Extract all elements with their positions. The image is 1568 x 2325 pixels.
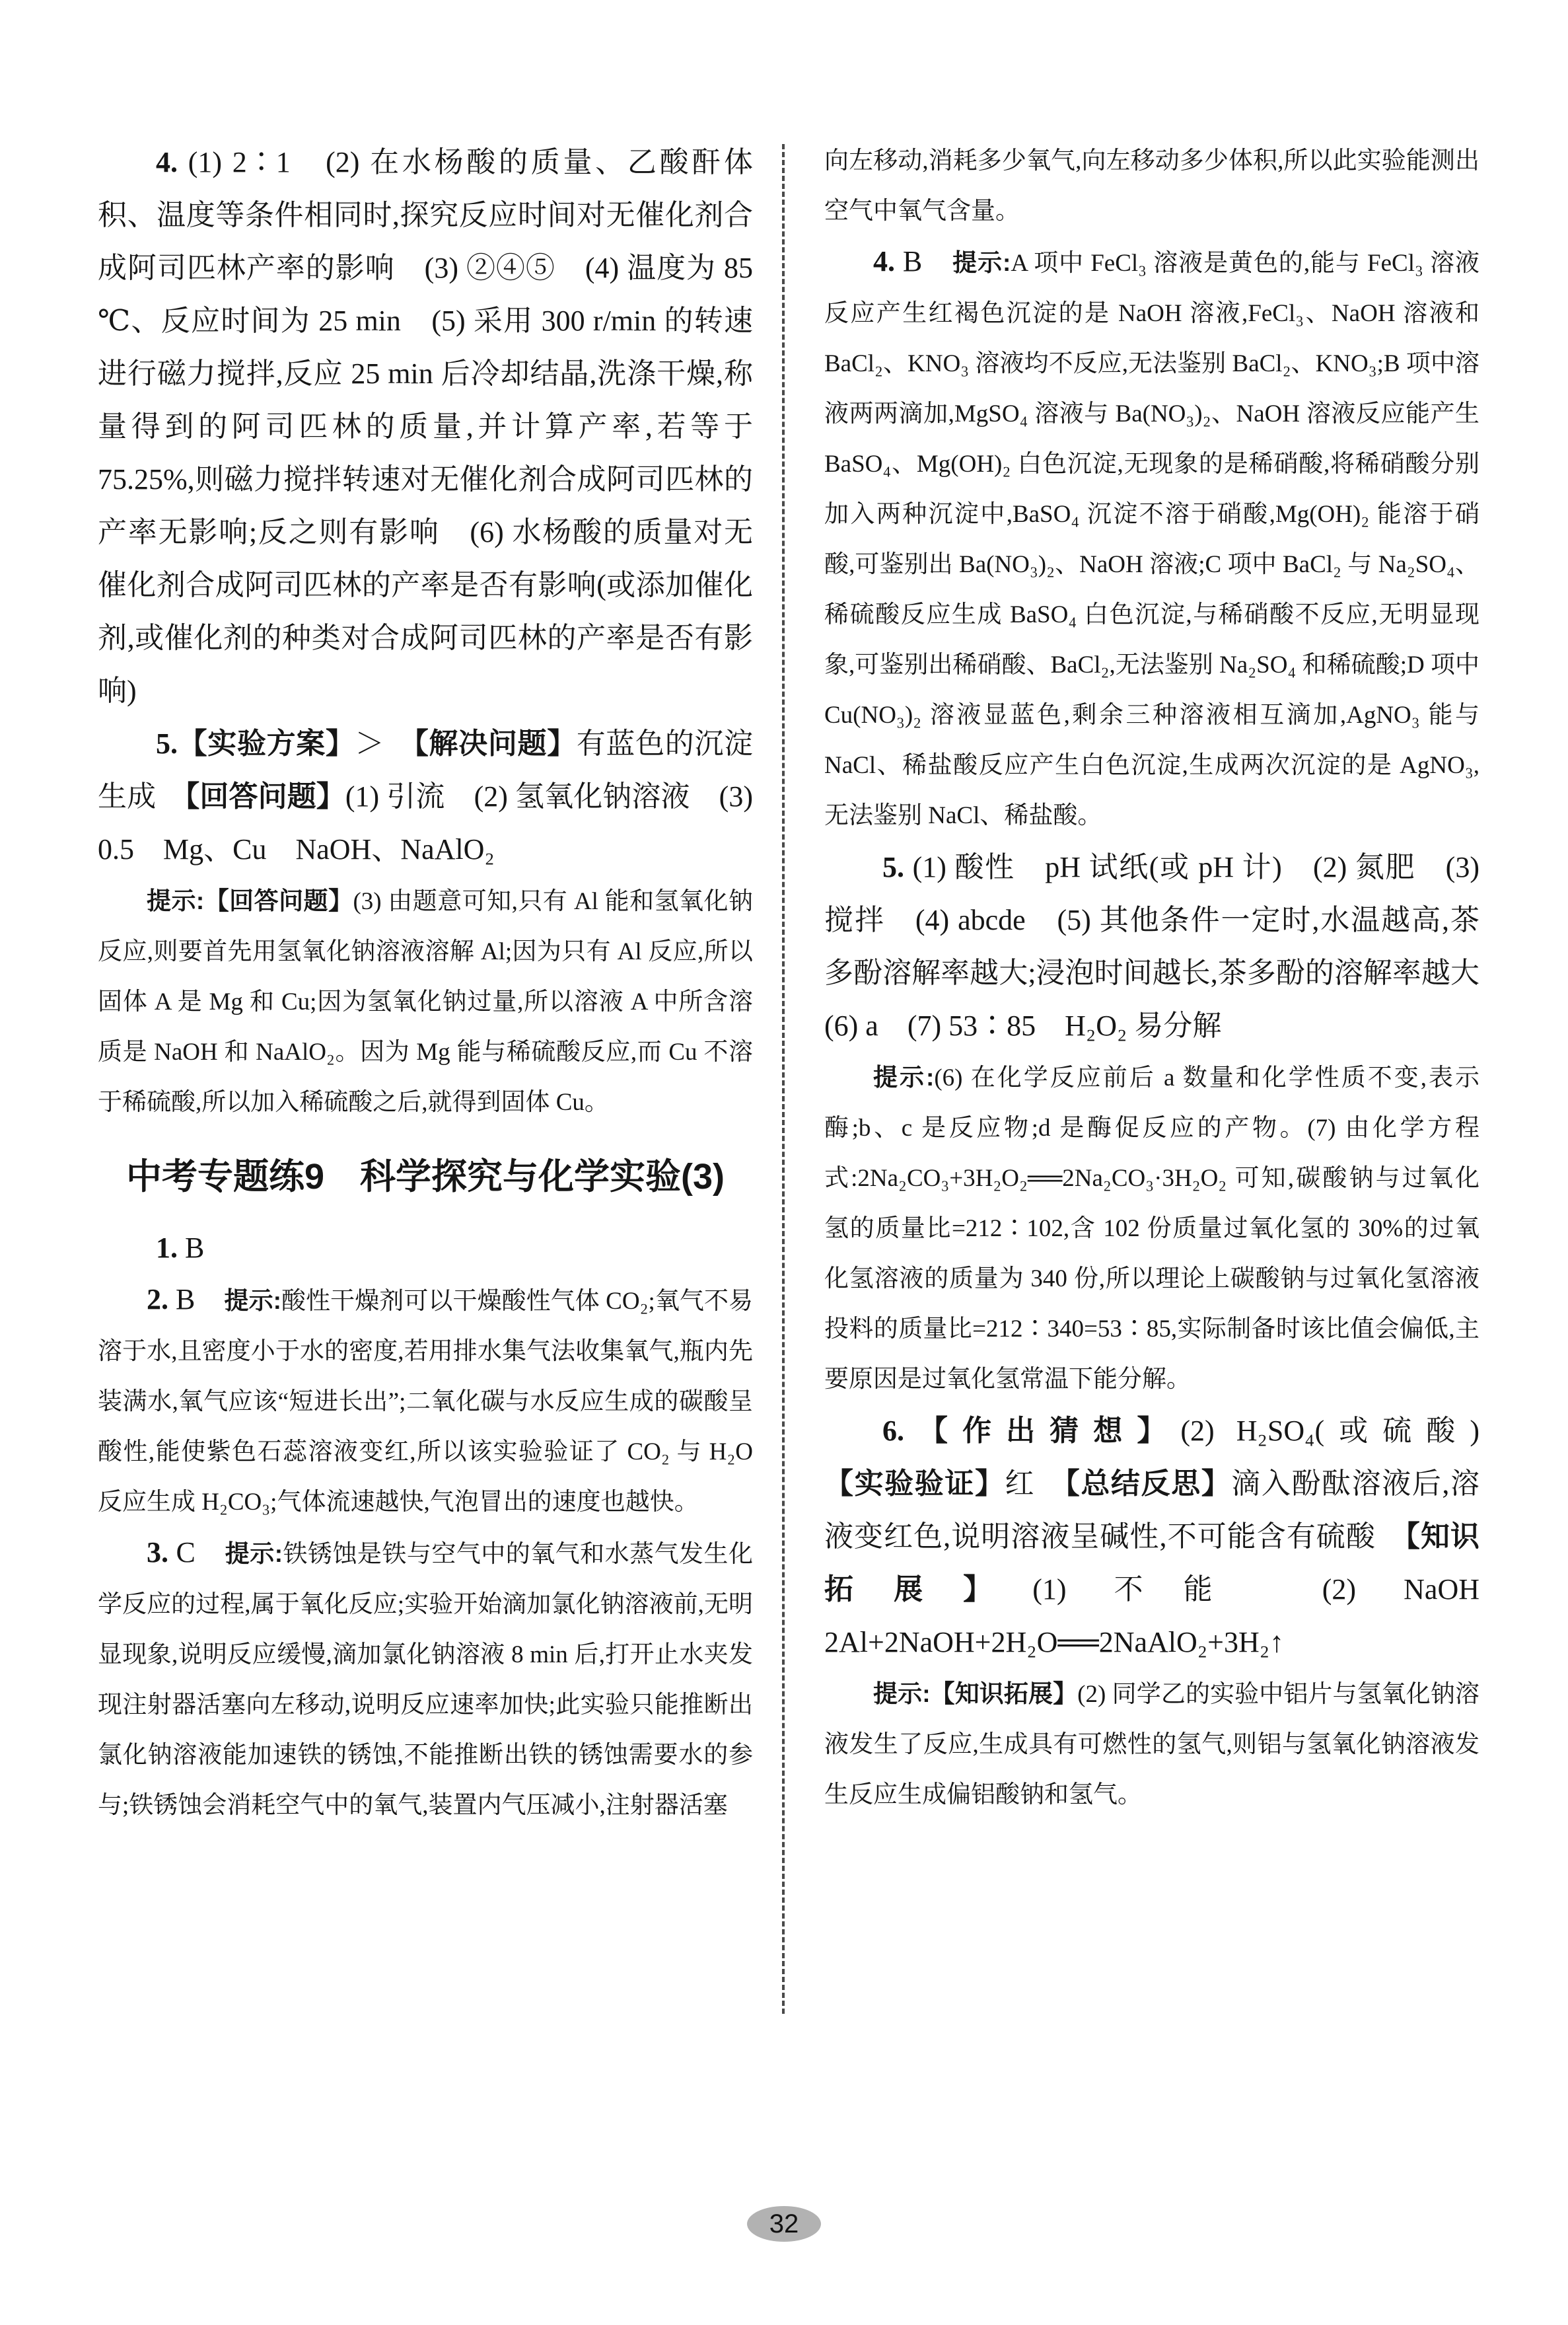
hint-item-6 [824,1669,1479,1820]
hint-item-5 [98,876,753,1128]
text-run: 【解决问题】 [413,727,577,760]
text-run: 酸性干燥剂可以干燥酸性气体 CO₂;氧气不易溶于水,且密度小于水的密度,若用排水集气法收集氧气,瓶内先装满水,氧气应该“短进长出”;二氧化碳与水反应生成的碳酸呈酸性,能使紫色石蕊溶液变红,所以该实验验证了 CO₂ 与 H₂O 反应生成 H₂CO₃;气体流速越快,气泡冒出的速度也越快。 [98,1288,754,1516]
text-run: (3) 由题意可知,只有 Al 能和氢氧化钠反应,则要首先用氢氧化钠溶液溶解 Al;因为只有 Al 反应,所以固体 A 是 Mg 和 Cu;因为氢氧化钠过量,所以溶液 A 中所含溶质是 NaOH 和 NaAlO₂。因为 Mg 能与稀硫酸反应,而 Cu 不溶于稀硫酸,所以加入稀硫酸之后,就得到固体 Cu。 [98,888,753,1116]
text-run: (2) H₂SO₄(或硫酸) [1180,1415,1509,1447]
text-run: B [178,1232,205,1264]
text-run: C [168,1536,225,1568]
answer-item-2-with-hint [98,1274,753,1528]
answer-item-5b [824,841,1509,1052]
section-heading [98,1153,753,1200]
text-run: 【实验方案】 [178,727,355,760]
text-run: (1) 引流 (2) 氢氧化钠溶液 (3) 0.5 Mg、Cu NaOH、NaAlO₂ [98,780,753,866]
text-run: 5. [156,727,178,760]
text-run: 中考专题练9 科学探究与化学实验(3) [125,1157,725,1197]
text-run: 3. [147,1536,168,1568]
text-run: 【作出猜想】 [904,1415,1181,1447]
text-run: (1) 不能 (2) NaOH 2Al+2NaOH+2H₂O══2NaAlO₂+3H₂↑ [824,1573,1509,1658]
column-divider [782,144,785,2014]
text-run: 6. [882,1415,904,1447]
text-run: 【回答问题】 [185,780,345,813]
text-run: ＞ [355,727,414,760]
answer-item-5 [98,718,753,876]
text-run: 【知识拓展】 [824,1520,1480,1605]
right-column [824,136,1509,1820]
text-run: 5. [882,851,904,883]
page-number: 32 [769,2209,799,2238]
text-run: 滴入酚酞溶液后,溶液变红色,说明溶液呈碱性,不可能含有硫酸 [824,1467,1480,1553]
answer-item-3-with-hint [98,1528,753,1831]
answer-item-4b-with-hint [824,237,1479,841]
answer-item-4 [98,136,753,718]
text-run: 1. [156,1232,178,1264]
text-run: 铁锈蚀是铁与空气中的氧气和水蒸气发生化学反应的过程,属于氧化反应;实验开始滴加氯化钠溶液前,无明显现象,说明反应缓慢,滴加氯化钠溶液 8 min 后,打开止水夹发现注射器活塞向左移动,说明反应速率加快;此实验只能推断出氯化钠溶液能加速铁的锈蚀,不能推断出铁的锈蚀需要水的参与;铁锈蚀会消耗空气中的氧气,装置内气压减小,注射器活塞 [98,1541,753,1819]
answer-item-1 [98,1222,753,1274]
text-run: 【实验验证】 [824,1467,1005,1500]
text-run: 提示:【回答问题】 [147,887,353,914]
text-run: 提示: [224,1287,281,1314]
text-run: B [895,245,953,277]
text-run: 提示: [225,1540,283,1567]
left-column [98,136,753,1831]
text-run: 红 [1005,1467,1065,1500]
text-run: B [168,1283,225,1315]
text-run: 4. [156,146,178,178]
text-run: (1) 2∶1 (2) 在水杨酸的质量、乙酸酐体积、温度等条件相同时,探究反应时间对无催化剂合成阿司匹林产率的影响 (3) ②④⑤ (4) 温度为 85 ℃、反应时间为 25 min (5) 采用 300 r/min 的转速进行磁力搅拌,反应 25 min 后冷却结晶,洗涤干燥,称量得到的阿司匹林的质量,并计算产率,若等于 75.25%,则磁力搅拌转速对无催化剂合成阿司匹林的产率无影响;反之则有影响 (6) 水杨酸的质量对无催化剂合成阿司匹林的产率是否有影响(或添加催化剂,或催化剂的种类对合成阿司匹林的产率是否有影响) [98,146,753,707]
text-run: (2) 同学乙的实验中铝片与氢氧化钠溶液发生了反应,生成具有可燃性的氢气,则铝与氢氧化钠溶液发生反应生成偏铝酸钠和氢气。 [824,1681,1479,1808]
text-run: 【总结反思】 [1065,1467,1232,1500]
text-run: (6) 在化学反应前后 a 数量和化学性质不变,表示酶;b、c 是反应物;d 是酶促反应的产物。(7) 由化学方程式:2Na₂CO₃+3H₂O₂══2Na₂CO₃·3H₂O₂ 可知,碳酸钠与过氧化氢的质量比=212∶102,含 102 份质量过氧化氢的 30%的过氧化氢溶液的质量为 340 份,所以理论上碳酸钠与过氧化氢溶液投料的质量比=212∶340=53∶85,实际制备时该比值会偏低,主要原因是过氧化氢常温下能分解。 [824,1064,1479,1393]
hint-item-5b [824,1052,1479,1405]
page-number-badge [747,2206,821,2242]
text-run: 提示:【知识拓展】 [873,1680,1078,1707]
text-run: A 项中 FeCl₃ 溶液是黄色的,能与 FeCl₃ 溶液反应产生红褐色沉淀的是 NaOH 溶液,FeCl₃、NaOH 溶液和 BaCl₂、KNO₃ 溶液均不反应,无法鉴别 BaCl₂、KNO₃;B 项中溶液两两滴加,MgSO₄ 溶液与 Ba(NO₃)₂、NaOH 溶液反应能产生 BaSO₄、Mg(OH)₂ 白色沉淀,无现象的是稀硝酸,将稀硝酸分别加入两种沉淀中,BaSO₄ 沉淀不溶于硝酸,Mg(OH)₂ 能溶于硝酸,可鉴别出 Ba(NO₃)₂、NaOH 溶液;C 项中 BaCl₂ 与 Na₂SO₄、稀硫酸反应生成 BaSO₄ 白色沉淀,与稀硝酸不反应,无明显现象,可鉴别出稀硝酸、BaCl₂,无法鉴别 Na₂SO₄ 和稀硫酸;D 项中 Cu(NO₃)₂ 溶液显蓝色,剩余三种溶液相互滴加,AgNO₃ 能与 NaCl、稀盐酸反应产生白色沉淀,生成两次沉淀的是 AgNO₃,无法鉴别 NaCl、稀盐酸。 [824,250,1479,829]
text-run: 2. [147,1283,168,1315]
answer-item-6 [824,1405,1509,1669]
text-run: 4. [873,245,895,277]
text-run: 向左移动,消耗多少氧气,向左移动多少体积,所以此实验能测出空气中氧气含量。 [824,147,1479,225]
text-run: (1) 酸性 pH 试纸(或 pH 计) (2) 氮肥 (3) 搅拌 (4) abcde (5) 其他条件一定时,水温越高,茶多酚溶解率越大;浸泡时间越长,茶多酚的溶解率越大 (6) a (7) 53∶85 H₂O₂ 易分解 [824,851,1509,1042]
hint-item-3-continuation [824,136,1479,237]
text-run: 提示: [873,1064,935,1091]
text-run: 有蓝色的沉淀生成 [98,727,754,813]
text-run: 提示: [952,249,1011,276]
